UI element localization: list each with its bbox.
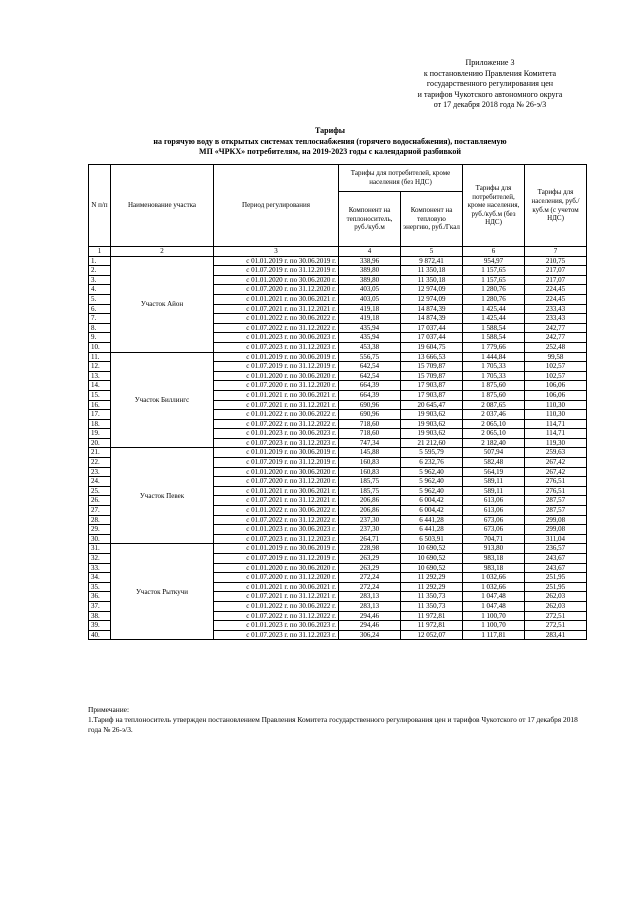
- period-cell: с 01.01.2020 г. по 30.06.2020 г.: [214, 563, 339, 573]
- value-carrier: 389,80: [339, 275, 401, 285]
- table-row: [89, 544, 587, 554]
- column-number: 6: [463, 247, 525, 257]
- period-cell: с 01.01.2023 г. по 30.06.2023 г.: [214, 525, 339, 535]
- row-number: 26.: [89, 496, 111, 506]
- value-carrier: 664,39: [339, 381, 401, 391]
- value-tariff-population: 251,95: [525, 573, 587, 583]
- value-tariff-population: 242,77: [525, 333, 587, 343]
- value-tariff-consumers: 1 157,65: [463, 266, 525, 276]
- period-cell: с 01.01.2020 г. по 30.06.2020 г.: [214, 467, 339, 477]
- value-carrier: 145,88: [339, 448, 401, 458]
- value-tariff-consumers: 1 157,65: [463, 275, 525, 285]
- header-line: Приложение 3: [465, 58, 515, 67]
- value-carrier: 389,80: [339, 266, 401, 276]
- value-carrier: 690,96: [339, 410, 401, 420]
- value-energy: 17 037,44: [401, 323, 463, 333]
- header-component-energy: Компонент на тепловую энергию, руб./Гкал: [401, 192, 463, 247]
- period-cell: с 01.07.2020 г. по 31.12.2020 г.: [214, 477, 339, 487]
- note-label: Примечание:: [88, 705, 130, 714]
- value-tariff-population: 102,57: [525, 362, 587, 372]
- period-cell: с 01.01.2022 г. по 30.06.2022 г.: [214, 506, 339, 516]
- period-cell: с 01.01.2021 г. по 30.06.2021 г.: [214, 582, 339, 592]
- value-tariff-consumers: 2 087,65: [463, 400, 525, 410]
- value-tariff-population: 99,58: [525, 352, 587, 362]
- value-tariff-population: 272,51: [525, 611, 587, 621]
- row-number: 38.: [89, 611, 111, 621]
- value-energy: 17 903,87: [401, 381, 463, 391]
- title-line: на горячую воду в открытых системах теплоснабжения (горячего водоснабжения), поставляемую: [153, 136, 507, 146]
- column-number: 1: [89, 247, 111, 257]
- period-cell: с 01.01.2019 г. по 30.06.2019 г.: [214, 256, 339, 266]
- period-cell: с 01.07.2022 г. по 31.12.2022 г.: [214, 323, 339, 333]
- value-energy: 21 212,60: [401, 438, 463, 448]
- value-carrier: 642,54: [339, 362, 401, 372]
- value-tariff-population: 224,45: [525, 294, 587, 304]
- value-tariff-consumers: 673,06: [463, 515, 525, 525]
- row-number: 14.: [89, 381, 111, 391]
- row-number: 31.: [89, 544, 111, 554]
- value-tariff-population: 242,77: [525, 323, 587, 333]
- value-tariff-consumers: 1 779,66: [463, 342, 525, 352]
- value-tariff-consumers: 564,19: [463, 467, 525, 477]
- value-energy: 6 004,42: [401, 496, 463, 506]
- value-tariff-population: 267,42: [525, 467, 587, 477]
- row-number: 19.: [89, 429, 111, 439]
- value-carrier: 403,05: [339, 285, 401, 295]
- value-carrier: 283,13: [339, 592, 401, 602]
- value-tariff-consumers: 613,06: [463, 496, 525, 506]
- column-number: 3: [214, 247, 339, 257]
- section-name: Участок Рыткучи: [111, 544, 214, 640]
- row-number: 20.: [89, 438, 111, 448]
- value-tariff-consumers: 1 100,70: [463, 611, 525, 621]
- period-cell: с 01.01.2021 г. по 30.06.2021 г.: [214, 294, 339, 304]
- value-tariff-consumers: 1 032,66: [463, 573, 525, 583]
- value-carrier: 263,29: [339, 563, 401, 573]
- value-tariff-consumers: 582,48: [463, 458, 525, 468]
- value-tariff-population: 236,57: [525, 544, 587, 554]
- row-number: 39.: [89, 621, 111, 631]
- document-title: [80, 126, 580, 158]
- value-energy: 11 292,29: [401, 582, 463, 592]
- value-tariff-consumers: 1 117,81: [463, 630, 525, 640]
- value-carrier: 206,86: [339, 496, 401, 506]
- value-tariff-population: 299,08: [525, 525, 587, 535]
- column-number: 5: [401, 247, 463, 257]
- row-number: 3.: [89, 275, 111, 285]
- value-energy: 11 350,18: [401, 275, 463, 285]
- value-carrier: 206,86: [339, 506, 401, 516]
- row-number: 21.: [89, 448, 111, 458]
- row-number: 2.: [89, 266, 111, 276]
- value-carrier: 283,13: [339, 601, 401, 611]
- value-energy: 11 972,81: [401, 611, 463, 621]
- period-cell: с 01.07.2021 г. по 31.12.2021 г.: [214, 592, 339, 602]
- row-number: 29.: [89, 525, 111, 535]
- header-n: N п/п: [89, 165, 111, 247]
- table-row: [89, 448, 587, 458]
- value-energy: 6 503,91: [401, 534, 463, 544]
- value-tariff-population: 102,57: [525, 371, 587, 381]
- period-cell: с 01.07.2019 г. по 31.12.2019 г.: [214, 554, 339, 564]
- value-energy: 11 350,73: [401, 592, 463, 602]
- value-energy: 5 962,40: [401, 477, 463, 487]
- header-tariff-population: Тарифы для населения, руб./куб.м (с учетом НДС): [525, 165, 587, 247]
- value-tariff-consumers: 2 065,10: [463, 429, 525, 439]
- value-tariff-consumers: 589,11: [463, 486, 525, 496]
- period-cell: с 01.01.2019 г. по 30.06.2019 г.: [214, 544, 339, 554]
- value-energy: 11 350,73: [401, 601, 463, 611]
- value-carrier: 294,46: [339, 621, 401, 631]
- row-number: 16.: [89, 400, 111, 410]
- period-cell: с 01.01.2019 г. по 30.06.2019 г.: [214, 448, 339, 458]
- value-tariff-consumers: 589,11: [463, 477, 525, 487]
- header-line: и тарифов Чукотского автономного округа: [417, 89, 563, 99]
- row-number: 35.: [89, 582, 111, 592]
- value-carrier: 228,98: [339, 544, 401, 554]
- period-cell: с 01.01.2020 г. по 30.06.2020 г.: [214, 275, 339, 285]
- row-number: 22.: [89, 458, 111, 468]
- value-tariff-consumers: 673,06: [463, 525, 525, 535]
- value-energy: 11 972,81: [401, 621, 463, 631]
- value-energy: 6 441,28: [401, 515, 463, 525]
- value-energy: 20 645,47: [401, 400, 463, 410]
- value-carrier: 435,94: [339, 323, 401, 333]
- period-cell: с 01.01.2020 г. по 30.06.2020 г.: [214, 371, 339, 381]
- row-number: 34.: [89, 573, 111, 583]
- header-section: Наименование участка: [111, 165, 214, 247]
- row-number: 37.: [89, 601, 111, 611]
- value-tariff-population: 224,45: [525, 285, 587, 295]
- header-tariff-consumers: Тарифы для потребителей, кроме населения, руб./куб.м (без НДС): [463, 165, 525, 247]
- row-number: 36.: [89, 592, 111, 602]
- value-tariff-consumers: 1 705,33: [463, 371, 525, 381]
- row-number: 10.: [89, 342, 111, 352]
- value-tariff-consumers: 1 425,44: [463, 314, 525, 324]
- value-tariff-consumers: 1 100,70: [463, 621, 525, 631]
- row-number: 1.: [89, 256, 111, 266]
- value-energy: 15 709,87: [401, 362, 463, 372]
- value-tariff-population: 217,07: [525, 266, 587, 276]
- row-number: 27.: [89, 506, 111, 516]
- value-tariff-consumers: 1 280,76: [463, 285, 525, 295]
- period-cell: с 01.01.2023 г. по 30.06.2023 г.: [214, 429, 339, 439]
- row-number: 28.: [89, 515, 111, 525]
- period-cell: с 01.07.2019 г. по 31.12.2019 г.: [214, 362, 339, 372]
- period-cell: с 01.01.2023 г. по 30.06.2023 г.: [214, 621, 339, 631]
- row-number: 33.: [89, 563, 111, 573]
- value-tariff-population: 259,63: [525, 448, 587, 458]
- value-tariff-population: 106,06: [525, 390, 587, 400]
- value-carrier: 403,05: [339, 294, 401, 304]
- value-tariff-population: 210,75: [525, 256, 587, 266]
- row-number: 30.: [89, 534, 111, 544]
- header-component-carrier: Компонент на теплоноситель, руб./куб.м: [339, 192, 401, 247]
- value-carrier: 690,96: [339, 400, 401, 410]
- value-tariff-consumers: 507,94: [463, 448, 525, 458]
- period-cell: с 01.07.2021 г. по 31.12.2021 г.: [214, 496, 339, 506]
- period-cell: с 01.01.2023 г. по 30.06.2023 г.: [214, 333, 339, 343]
- value-tariff-population: 251,95: [525, 582, 587, 592]
- value-tariff-population: 243,67: [525, 554, 587, 564]
- value-tariff-population: 267,42: [525, 458, 587, 468]
- period-cell: с 01.07.2020 г. по 31.12.2020 г.: [214, 381, 339, 391]
- row-number: 18.: [89, 419, 111, 429]
- row-number: 13.: [89, 371, 111, 381]
- value-energy: 10 690,52: [401, 544, 463, 554]
- value-tariff-population: 114,71: [525, 419, 587, 429]
- value-tariff-population: 110,30: [525, 410, 587, 420]
- value-carrier: 294,46: [339, 611, 401, 621]
- section-name: Участок Певек: [111, 448, 214, 544]
- row-number: 25.: [89, 486, 111, 496]
- header-line: государственного регулирования цен: [426, 79, 554, 88]
- value-energy: 5 962,40: [401, 486, 463, 496]
- value-tariff-consumers: 913,80: [463, 544, 525, 554]
- period-cell: с 01.01.2021 г. по 30.06.2021 г.: [214, 390, 339, 400]
- value-tariff-consumers: 1 588,54: [463, 323, 525, 333]
- value-energy: 6 232,76: [401, 458, 463, 468]
- row-number: 6.: [89, 304, 111, 314]
- value-tariff-consumers: 954,97: [463, 256, 525, 266]
- value-carrier: 747,34: [339, 438, 401, 448]
- period-cell: с 01.01.2022 г. по 30.06.2022 г.: [214, 314, 339, 324]
- value-energy: 13 666,53: [401, 352, 463, 362]
- value-energy: 15 709,87: [401, 371, 463, 381]
- table-row: [89, 256, 587, 266]
- period-cell: с 01.07.2022 г. по 31.12.2022 г.: [214, 611, 339, 621]
- row-number: 5.: [89, 294, 111, 304]
- value-tariff-consumers: 2 065,10: [463, 419, 525, 429]
- value-tariff-consumers: 1 444,84: [463, 352, 525, 362]
- value-carrier: 160,83: [339, 458, 401, 468]
- value-tariff-consumers: 2 037,46: [463, 410, 525, 420]
- value-carrier: 237,30: [339, 525, 401, 535]
- row-number: 23.: [89, 467, 111, 477]
- value-energy: 10 690,52: [401, 554, 463, 564]
- value-tariff-consumers: 1 875,60: [463, 390, 525, 400]
- value-carrier: 306,24: [339, 630, 401, 640]
- section-name: Участок Айон: [111, 256, 214, 352]
- value-carrier: 272,24: [339, 582, 401, 592]
- value-carrier: 338,96: [339, 256, 401, 266]
- value-carrier: 237,30: [339, 515, 401, 525]
- value-carrier: 435,94: [339, 333, 401, 343]
- period-cell: с 01.01.2019 г. по 30.06.2019 г.: [214, 352, 339, 362]
- period-cell: с 01.07.2022 г. по 31.12.2022 г.: [214, 515, 339, 525]
- row-number: 15.: [89, 390, 111, 400]
- row-number: 11.: [89, 352, 111, 362]
- value-tariff-population: 106,06: [525, 381, 587, 391]
- value-tariff-consumers: 1 588,54: [463, 333, 525, 343]
- header-group: Тарифы для потребителей, кроме населения (без НДС): [339, 165, 463, 192]
- value-carrier: 556,75: [339, 352, 401, 362]
- value-energy: 14 874,39: [401, 314, 463, 324]
- value-carrier: 453,38: [339, 342, 401, 352]
- row-number: 4.: [89, 285, 111, 295]
- value-tariff-consumers: 1 425,44: [463, 304, 525, 314]
- value-tariff-consumers: 2 182,40: [463, 438, 525, 448]
- note-text: 1.Тариф на теплоноситель утвержден постановлением Правления Комитета государственного регулирования цен и тарифов Чукотского от 17 декабря 2018 года № 26-э/3.: [88, 715, 578, 734]
- value-tariff-population: 287,57: [525, 496, 587, 506]
- row-number: 9.: [89, 333, 111, 343]
- period-cell: с 01.07.2019 г. по 31.12.2019 г.: [214, 458, 339, 468]
- period-cell: с 01.01.2022 г. по 30.06.2022 г.: [214, 601, 339, 611]
- value-tariff-population: 287,57: [525, 506, 587, 516]
- value-tariff-consumers: 1 875,60: [463, 381, 525, 391]
- row-number: 17.: [89, 410, 111, 420]
- period-cell: с 01.07.2020 г. по 31.12.2020 г.: [214, 285, 339, 295]
- value-energy: 10 690,52: [401, 563, 463, 573]
- period-cell: с 01.07.2023 г. по 31.12.2023 г.: [214, 630, 339, 640]
- value-tariff-consumers: 983,18: [463, 563, 525, 573]
- row-number: 24.: [89, 477, 111, 487]
- value-tariff-population: 283,41: [525, 630, 587, 640]
- value-tariff-consumers: 1 705,33: [463, 362, 525, 372]
- period-cell: с 01.01.2022 г. по 30.06.2022 г.: [214, 410, 339, 420]
- row-number: 7.: [89, 314, 111, 324]
- section-name: Участок Биллингс: [111, 352, 214, 448]
- header-line: к постановлению Правления Комитета: [423, 68, 557, 78]
- period-cell: с 01.07.2021 г. по 31.12.2021 г.: [214, 304, 339, 314]
- value-carrier: 642,54: [339, 371, 401, 381]
- value-tariff-consumers: 1 032,66: [463, 582, 525, 592]
- value-tariff-consumers: 1 047,48: [463, 601, 525, 611]
- value-tariff-consumers: 704,71: [463, 534, 525, 544]
- value-carrier: 718,60: [339, 429, 401, 439]
- period-cell: с 01.07.2021 г. по 31.12.2021 г.: [214, 400, 339, 410]
- value-energy: 19 903,62: [401, 419, 463, 429]
- header-period: Период регулирования: [214, 165, 339, 247]
- value-energy: 5 595,79: [401, 448, 463, 458]
- value-carrier: 419,18: [339, 314, 401, 324]
- value-tariff-consumers: 983,18: [463, 554, 525, 564]
- value-carrier: 160,83: [339, 467, 401, 477]
- value-energy: 19 903,62: [401, 410, 463, 420]
- value-carrier: 185,75: [339, 486, 401, 496]
- value-carrier: 272,24: [339, 573, 401, 583]
- tariff-table: [88, 164, 587, 640]
- value-tariff-population: 114,71: [525, 429, 587, 439]
- period-cell: с 01.07.2023 г. по 31.12.2023 г.: [214, 534, 339, 544]
- value-tariff-population: 252,48: [525, 342, 587, 352]
- value-carrier: 264,71: [339, 534, 401, 544]
- value-energy: 12 974,09: [401, 285, 463, 295]
- column-number: 2: [111, 247, 214, 257]
- value-carrier: 718,60: [339, 419, 401, 429]
- value-carrier: 664,39: [339, 390, 401, 400]
- value-energy: 12 974,09: [401, 294, 463, 304]
- value-tariff-population: 276,51: [525, 486, 587, 496]
- value-carrier: 263,29: [339, 554, 401, 564]
- value-energy: 17 037,44: [401, 333, 463, 343]
- value-carrier: 419,18: [339, 304, 401, 314]
- period-cell: с 01.07.2023 г. по 31.12.2023 г.: [214, 438, 339, 448]
- value-tariff-population: 119,30: [525, 438, 587, 448]
- period-cell: с 01.07.2022 г. по 31.12.2022 г.: [214, 419, 339, 429]
- note: [88, 705, 588, 735]
- period-cell: с 01.07.2019 г. по 31.12.2019 г.: [214, 266, 339, 276]
- value-energy: 11 350,18: [401, 266, 463, 276]
- value-energy: 17 903,87: [401, 390, 463, 400]
- value-tariff-consumers: 1 280,76: [463, 294, 525, 304]
- value-tariff-population: 272,51: [525, 621, 587, 631]
- row-number: 32.: [89, 554, 111, 564]
- value-tariff-population: 110,30: [525, 400, 587, 410]
- row-number: 8.: [89, 323, 111, 333]
- value-tariff-population: 299,08: [525, 515, 587, 525]
- column-number: 4: [339, 247, 401, 257]
- value-tariff-population: 276,51: [525, 477, 587, 487]
- value-energy: 12 052,07: [401, 630, 463, 640]
- value-energy: 9 872,41: [401, 256, 463, 266]
- period-cell: с 01.01.2021 г. по 30.06.2021 г.: [214, 486, 339, 496]
- title-line: МП «ЧРКХ» потребителям, на 2019-2023 годы с календарной разбивкой: [199, 147, 461, 156]
- period-cell: с 01.07.2023 г. по 31.12.2023 г.: [214, 342, 339, 352]
- value-energy: 19 903,62: [401, 429, 463, 439]
- value-tariff-consumers: 1 047,48: [463, 592, 525, 602]
- table-row: [89, 352, 587, 362]
- value-energy: 6 441,28: [401, 525, 463, 535]
- value-tariff-population: 262,03: [525, 601, 587, 611]
- title-line: Тарифы: [315, 126, 345, 135]
- value-energy: 6 004,42: [401, 506, 463, 516]
- value-tariff-population: 233,43: [525, 314, 587, 324]
- value-carrier: 185,75: [339, 477, 401, 487]
- value-tariff-population: 262,03: [525, 592, 587, 602]
- row-number: 12.: [89, 362, 111, 372]
- document-header: [380, 58, 600, 111]
- value-energy: 5 962,40: [401, 467, 463, 477]
- row-number: 40.: [89, 630, 111, 640]
- column-number: 7: [525, 247, 587, 257]
- header-row: [89, 165, 587, 192]
- column-number-row: [89, 247, 587, 257]
- value-energy: 14 874,39: [401, 304, 463, 314]
- value-tariff-population: 311,04: [525, 534, 587, 544]
- value-tariff-population: 233,43: [525, 304, 587, 314]
- header-line: от 17 декабря 2018 года № 26-э/3: [433, 100, 547, 109]
- value-tariff-population: 243,67: [525, 563, 587, 573]
- value-energy: 11 292,29: [401, 573, 463, 583]
- period-cell: с 01.07.2020 г. по 31.12.2020 г.: [214, 573, 339, 583]
- value-tariff-population: 217,07: [525, 275, 587, 285]
- value-energy: 19 604,75: [401, 342, 463, 352]
- value-tariff-consumers: 613,06: [463, 506, 525, 516]
